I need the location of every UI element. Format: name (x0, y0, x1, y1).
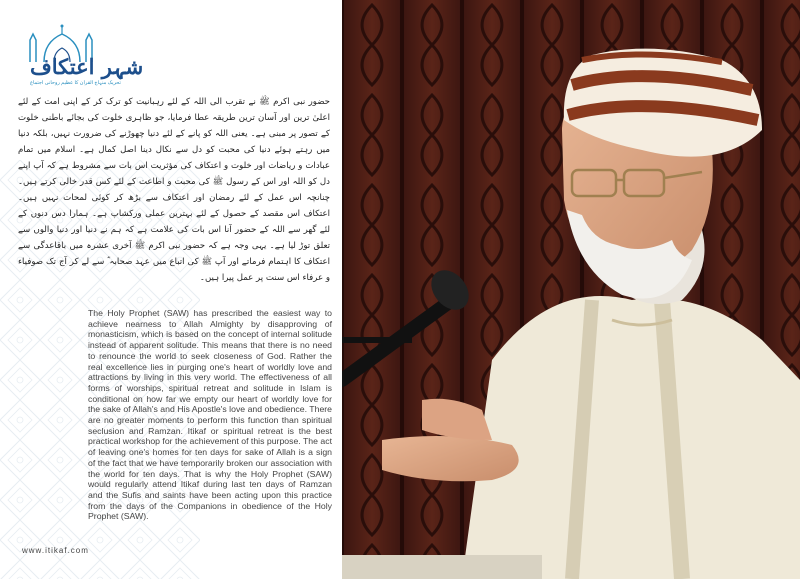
footer-url: www.itikaf.com (22, 546, 89, 555)
english-paragraph: The Holy Prophet (SAW) has prescribed the easiest way to achieve nearness to Allah Almighty by disapproving of monasticism, which is based on the concept of internal solitude instead of apparent solitude. This means that there is no need to renounce the world to seek closeness of God. Rather the real excellence lies in purging one's heart of worldly love and attractions by living in this very world. The effectiveness of all forms of worships, spiritual retreat and solitude in Islam is conditional on how far we empty our heart of worldly love for the sake of Allah's and His Apostle's love and obedience. There are no greater moments to perform this function than spiritual seclusion and Ramzan. Itikaf or spiritual retreat is the best practical workshop for the achievement of this purpose. The act of leaving one's homes for ten days for sake of Allah is a sign of the fact that we have temporarily broken our association with the world for ten days. That is why the Holy Prophet (SAW) would regularly attend Itikaf during last ten days of Ramzan and the Sufis and saints have been acting upon this practice from the days of the Companions in obedience of the Holy Prophet (SAW). (88, 308, 332, 522)
urdu-paragraph: حضور نبی اکرم ﷺ نے تقرب الی اللہ کے لئے رہبانیت کو ترک کر کے اپنی امت کے لئے اعلیٰ ترین اور آسان ترین طریقہ عطا فرمایا، جو ظاہری خلوت کی بجائے باطنی خلوت کے تصور پر مبنی ہے۔ یعنی اللہ کو پانے کے لئے دنیا چھوڑنے کی ضرورت نہیں، بلکہ دنیا میں رہتے ہوئے دنیا کی محبت کو دل سے نکال دینا اصل کمال ہے۔ اسلام میں تمام عبادات و ریاضات اور خلوت و اعتکاف کی مؤثریت اس بات سے مشروط ہے کہ آپ اپنے دل کو اللہ اور اس کے رسول ﷺ کی محبت و اطاعت کے لئے کس قدر خالی کرتے ہیں۔ چنانچہ اس عمل کے لئے رمضان اور اعتکاف سے بڑھ کر کوئی لمحات نہیں ہیں۔ اعتکاف اس مقصد کے حصول کے لئے بہترین عملی ورکشاپ ہے۔ ہمارا دس دنوں کے لئے گھر سے اللہ کے حضور آنا اس بات کی علامت ہے کہ ہم نے دنیا اور دنیا والوں سے تعلق توڑ لیا ہے۔ یہی وجہ ہے کہ حضور نبی اکرم ﷺ آخری عشرہ میں باقاعدگی سے اعتکاف کا اہتمام فرماتے اور آپ ﷺ کی اتباع میں عہد صحابہ ؓ سے لے کر آج تک صوفیاء و عرفاء اس سنت پر عمل پیرا ہیں۔ (18, 97, 330, 283)
logo-tagline: تحریک منہاج القرآن کا عظیم روحانی اجتماع (30, 80, 121, 86)
speaker-photo (342, 0, 800, 579)
logo-title: شہر اعتکاف (30, 54, 144, 79)
text-panel (0, 0, 342, 579)
